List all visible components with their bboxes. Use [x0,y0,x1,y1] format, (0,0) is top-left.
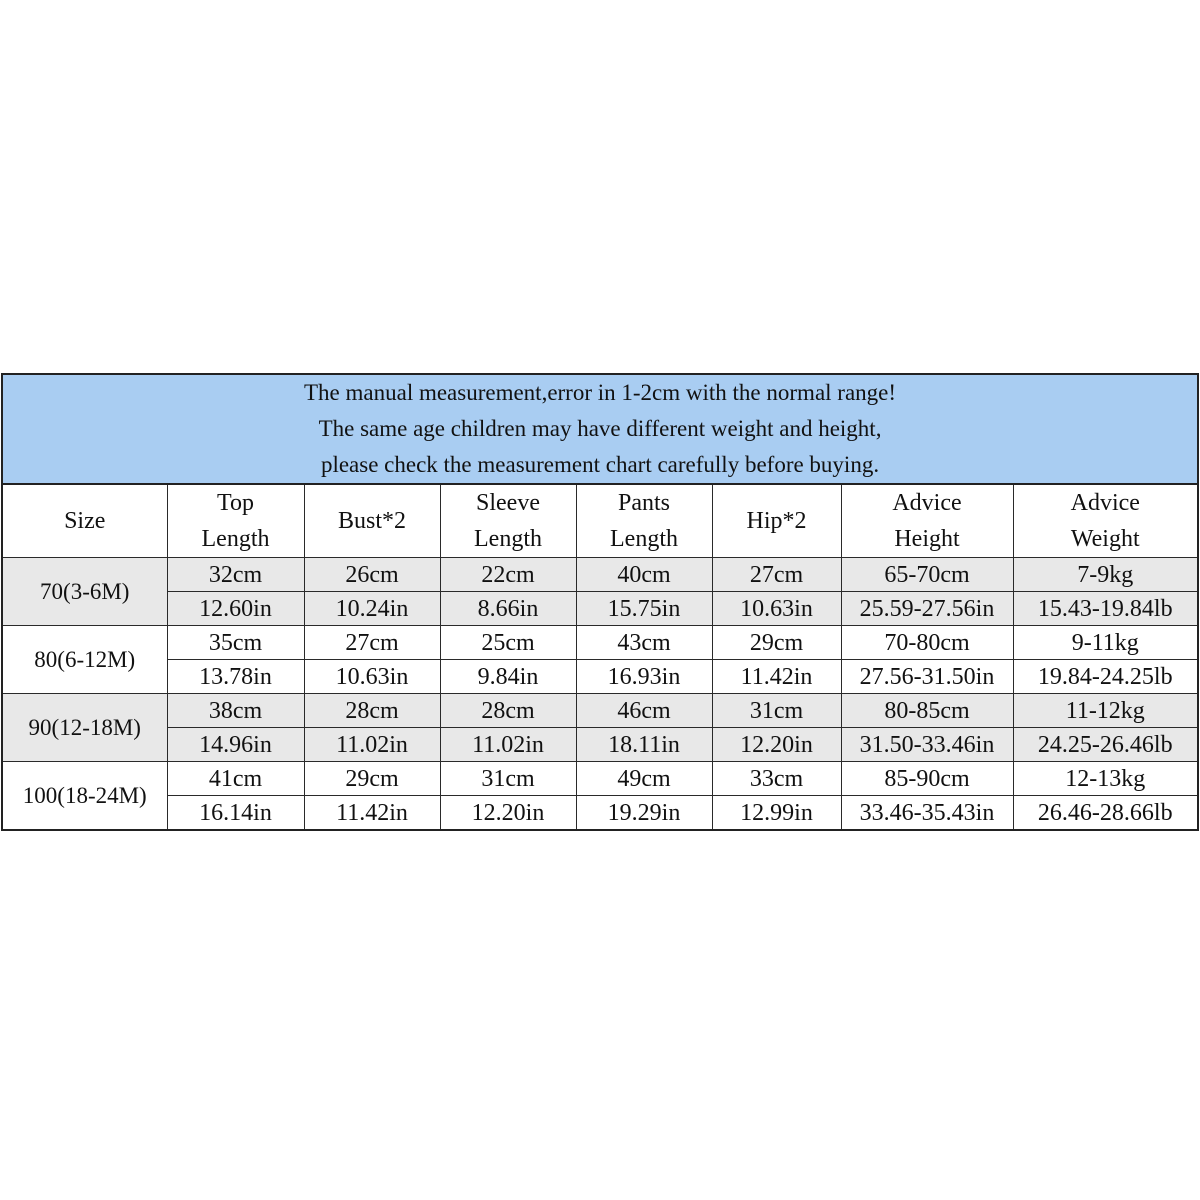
table-cell-in: 12.20in [712,728,841,762]
table-cell-in: 16.14in [167,796,304,831]
table-cell-in: 25.59-27.56in [841,592,1013,626]
size-label-cell: 100(18-24M) [2,762,167,831]
table-cell-in: 15.43-19.84lb [1013,592,1198,626]
table-cell-in: 16.93in [576,660,712,694]
header-advice-height: Advice Height [841,484,1013,558]
table-cell-cm: 12-13kg [1013,762,1198,796]
table-cell-cm: 49cm [576,762,712,796]
table-cell-in: 31.50-33.46in [841,728,1013,762]
table-cell-cm: 35cm [167,626,304,660]
table-cell-in: 11.42in [712,660,841,694]
table-cell-in: 15.75in [576,592,712,626]
table-cell-in: 12.99in [712,796,841,831]
table-cell-cm: 46cm [576,694,712,728]
notice-row [2,374,1198,484]
table-cell-cm: 26cm [304,558,440,592]
table-row [2,694,1198,728]
notice-line: please check the measurement chart carefully before buying. [320,452,880,477]
table-cell-cm: 38cm [167,694,304,728]
table-cell-in: 10.63in [712,592,841,626]
header-hip: Hip*2 [712,484,841,558]
table-cell-cm: 33cm [712,762,841,796]
notice-banner [2,374,1198,484]
table-cell-in: 19.84-24.25lb [1013,660,1198,694]
size-label-cell: 90(12-18M) [2,694,167,762]
size-chart-body [2,374,1198,830]
table-cell-cm: 85-90cm [841,762,1013,796]
table-cell-cm: 25cm [440,626,576,660]
table-cell-cm: 9-11kg [1013,626,1198,660]
table-cell-cm: 29cm [712,626,841,660]
table-cell-in: 27.56-31.50in [841,660,1013,694]
table-cell-in: 13.78in [167,660,304,694]
header-bust: Bust*2 [304,484,440,558]
header-pants-length: Pants Length [576,484,712,558]
table-cell-in: 26.46-28.66lb [1013,796,1198,831]
table-cell-cm: 11-12kg [1013,694,1198,728]
table-row [2,558,1198,592]
table-row [2,626,1198,660]
table-row [2,660,1198,694]
table-cell-in: 33.46-35.43in [841,796,1013,831]
table-row [2,592,1198,626]
notice-line: The same age children may have different weight and height, [318,416,882,441]
table-cell-in: 8.66in [440,592,576,626]
table-cell-cm: 80-85cm [841,694,1013,728]
table-cell-in: 19.29in [576,796,712,831]
notice-line: The manual measurement,error in 1-2cm with the normal range! [304,380,897,405]
header-row [2,484,1198,558]
table-cell-cm: 41cm [167,762,304,796]
table-cell-in: 12.20in [440,796,576,831]
table-cell-in: 10.63in [304,660,440,694]
table-cell-in: 12.60in [167,592,304,626]
table-cell-cm: 27cm [712,558,841,592]
table-cell-cm: 32cm [167,558,304,592]
table-cell-cm: 31cm [440,762,576,796]
size-label-cell: 80(6-12M) [2,626,167,694]
header-top-length: Top Length [167,484,304,558]
table-cell-cm: 7-9kg [1013,558,1198,592]
table-cell-in: 14.96in [167,728,304,762]
table-cell-cm: 29cm [304,762,440,796]
size-label-cell: 70(3-6M) [2,558,167,626]
table-cell-in: 11.02in [440,728,576,762]
header-sleeve-length: Sleeve Length [440,484,576,558]
header-size: Size [2,484,167,558]
size-chart-table [1,373,1199,831]
table-cell-cm: 28cm [304,694,440,728]
table-cell-in: 18.11in [576,728,712,762]
header-advice-weight: Advice Weight [1013,484,1198,558]
table-cell-cm: 31cm [712,694,841,728]
table-row [2,796,1198,831]
table-row [2,728,1198,762]
table-cell-cm: 22cm [440,558,576,592]
table-cell-in: 9.84in [440,660,576,694]
table-cell-cm: 70-80cm [841,626,1013,660]
table-cell-in: 10.24in [304,592,440,626]
table-cell-in: 11.42in [304,796,440,831]
table-cell-in: 11.02in [304,728,440,762]
table-cell-cm: 27cm [304,626,440,660]
table-cell-cm: 28cm [440,694,576,728]
table-cell-in: 24.25-26.46lb [1013,728,1198,762]
table-cell-cm: 65-70cm [841,558,1013,592]
table-row [2,762,1198,796]
table-cell-cm: 40cm [576,558,712,592]
table-cell-cm: 43cm [576,626,712,660]
